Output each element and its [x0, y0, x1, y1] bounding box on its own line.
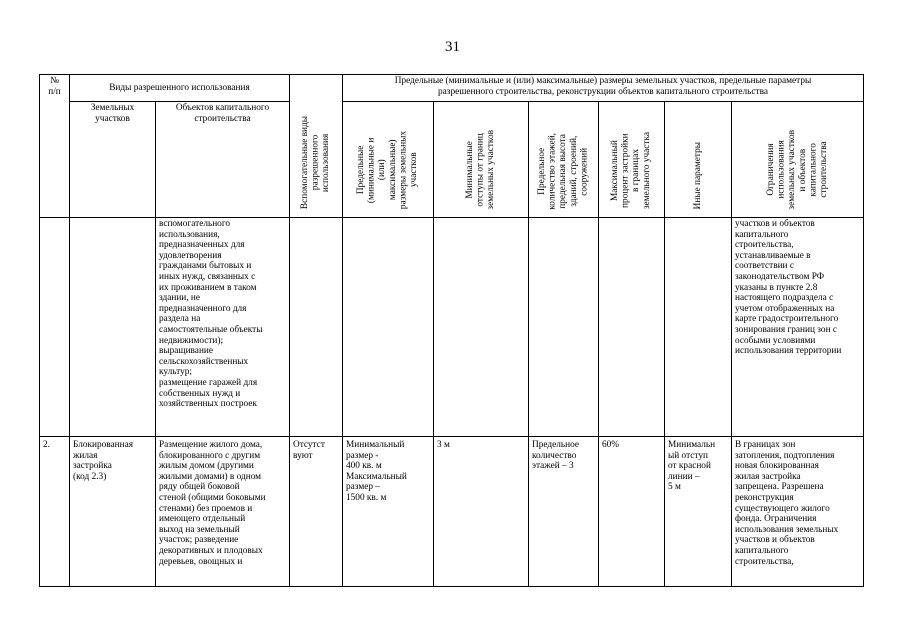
cell-land [70, 218, 156, 437]
cell-aux [290, 218, 343, 437]
header-num: № п/п [40, 75, 70, 218]
header-coverage: Максимальный процент застройки в границах земельного участка [599, 102, 665, 218]
table-row [40, 437, 864, 587]
header-limits-title: Предельные (минимальные и (или) максимальные) размеры земельных участков, предельные параметры разрешенного строительства, реконструкции объектов капитального строительства [343, 75, 864, 102]
cell-num [40, 218, 70, 437]
zoning-regulations-table [39, 74, 864, 587]
cell-coverage [599, 218, 665, 437]
header-setbacks: Минимальные отступы от границ земельных участков [434, 102, 529, 218]
cell-restrictions: В границах зон затопления, подтопления новая блокированная жилая застройка запрещена. Разрешена реконструкция существующего жилого фонда. Ограничения использования земельных участков и объектов капитального строительства, [732, 437, 864, 587]
cell-num: 2. [40, 437, 70, 587]
cell-floors [529, 218, 599, 437]
cell-coverage: 60% [599, 437, 665, 587]
header-plot-size: Предельные (минимальные и (или) максимальные) размеры земельных участков [343, 102, 434, 218]
header-capital-objects: Объектов капитального строительства [156, 102, 290, 218]
cell-setback: 3 м [434, 437, 529, 587]
cell-land: Блокированная жилая застройка (код 2.3) [70, 437, 156, 587]
cell-plot: Минимальный размер - 400 кв. м Максимальный размер – 1500 кв. м [343, 437, 434, 587]
cell-other [665, 218, 732, 437]
cell-capital: Размещение жилого дома, блокированного с другим жилым домом (другими жилыми домами) в одном ряду общей боковой стеной (общими боковыми стенами) без проемов и имеющего отдельный выход на земельный участок; разведение декоративных и плодовых деревьев, овощных и [156, 437, 290, 587]
table-row [40, 218, 864, 437]
cell-setback [434, 218, 529, 437]
cell-capital: вспомогательного использования, предназначенных для удовлетворения гражданами бытовых и иных нужд, связанных с их проживанием в таком здании, не предназначенного для раздела на самостоятельные объекты недвижимости); выращивание сельскохозяйственных культур; размещение гаражей для собственных нужд и хозяйственных построек [156, 218, 290, 437]
header-land-plots: Земельных участков [70, 102, 156, 218]
header-floors: Предельное количество этажей, предельная высота зданий, строений, сооружений [529, 102, 599, 218]
header-use-types: Виды разрешенного использования [70, 75, 290, 102]
cell-plot [343, 218, 434, 437]
header-other: Иные параметры [665, 102, 732, 218]
cell-other: Минимальн ый отступ от красной линии – 5 м [665, 437, 732, 587]
cell-floors: Предельное количество этажей – 3 [529, 437, 599, 587]
page-number: 31 [445, 39, 460, 55]
cell-aux: Отсутст вуют [290, 437, 343, 587]
header-row-2 [40, 102, 864, 218]
header-row-1 [40, 75, 864, 102]
cell-restrictions: участков и объектов капитального строительства, устанавливаемые в соответствии с законодательством РФ указаны в пункте 2.8 настоящего подраздела с учетом отображенных на карте градостроительного зонирования границ зон с особыми условиями использования территории [732, 218, 864, 437]
header-auxiliary-uses: Вспомогательные виды разрешенного использования [290, 75, 343, 218]
header-restrictions: Ограничения использования земельных участков и объектов капитального строительства [732, 102, 864, 218]
